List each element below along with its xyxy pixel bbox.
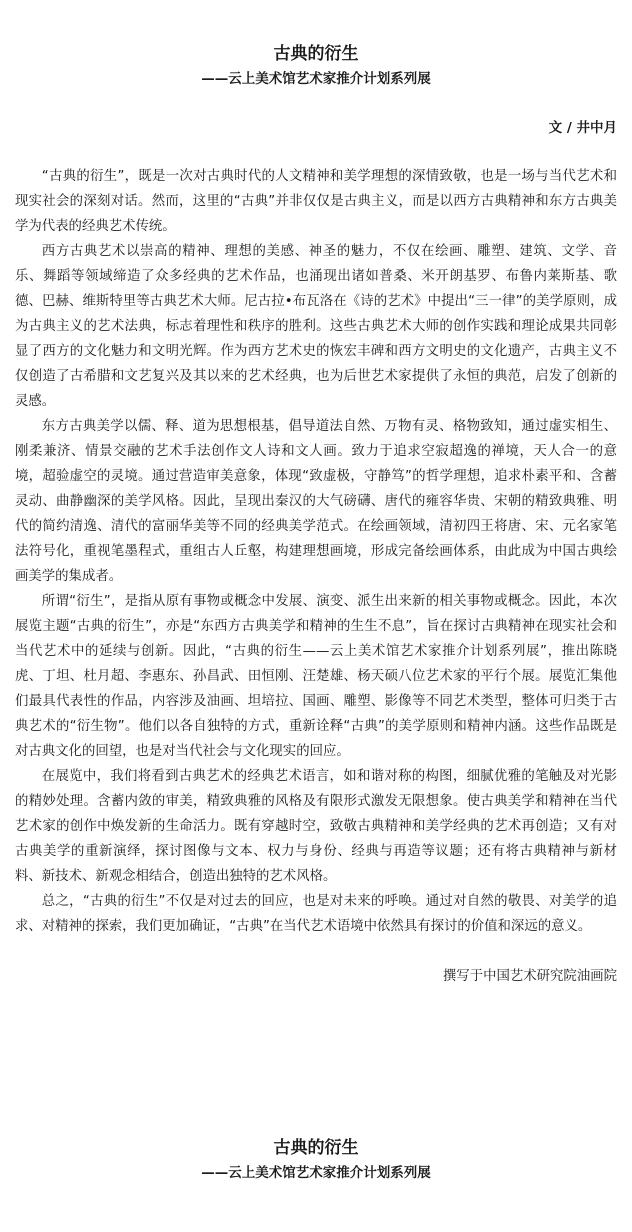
author-line: 文 / 井中月: [548, 120, 617, 136]
next-section-header: [15, 1136, 617, 1183]
next-section-title: 古典的衍生: [273, 1138, 359, 1158]
page-subtitle: ——云上美术馆艺术家推介计划系列展: [201, 71, 431, 87]
paragraph-5: 在展览中，我们将看到古典艺术的经典艺术语言，如和谐对称的构图，细腻优雅的笔触及对光影的精妙处理。含蓄内敛的审美，精致典雅的风格及有限形式激发无限想象。使古典美学和精神在当代艺术家的创作中焕发新的生命活力。既有穿越时空，致敬古典精神和美学经典的艺术再创造；又有对古典美学的重新演绎，探讨图像与文本、权力与身份、经典与再造等议题；还有将古典精神与新材料、新技术、新观念相结合，创造出独特的艺术风格。: [15, 769, 617, 884]
paragraph-3: 东方古典美学以儒、释、道为思想根基，倡导道法自然、万物有灵、格物致知，通过虚实相生、刚柔兼济、情景交融的艺术手法创作文人诗和文人画。致力于追求空寂超逸的禅境，天人合一的意境，超验虚空的灵境。通过营造审美意象，体现“致虚极，守静笃”的哲学理想，追求朴素平和、含蓄灵动、曲静幽深的美学风格。因此，呈现出秦汉的大气磅礴、唐代的雍容华贵、宋朝的精致典雅、明代的简约清逸、清代的富丽华美等不同的经典美学范式。在绘画领域，清初四王将唐、宋、元名家笔法符号化，重视笔墨程式，重组古人丘壑，构建理想画境，形成完备绘画体系，由此成为中国古典绘画美学的集成者。: [15, 419, 617, 584]
next-section-subtitle: ——云上美术馆艺术家推介计划系列展: [201, 1165, 431, 1181]
paragraph-2: 西方古典艺术以崇高的精神、理想的美感、神圣的魅力，不仅在绘画、雕塑、建筑、文学、音乐、舞蹈等领域缔造了众多经典的艺术作品，也涌现出诸如普桑、米开朗基罗、布鲁内莱斯基、歌德、巴赫、维斯特里等古典艺术大师。尼古拉•布瓦洛在《诗的艺术》中提出“三一律”的美学原则，成为古典主义的艺术法典，标志着理性和秩序的胜利。这些古典艺术大师的创作实践和理论成果共同彰显了西方的文化魅力和文明光辉。作为西方艺术史的恢宏丰碑和西方文明史的文化遗产，古典主义不仅创造了古希腊和文艺复兴及其以来的艺术经典，也为后世艺术家提供了永恒的典范，启发了创新的灵感。: [15, 244, 617, 409]
page-title: 古典的衍生: [273, 44, 359, 64]
paragraph-6: 总之，“古典的衍生”不仅是对过去的回应，也是对未来的呼唤。通过对自然的敬畏、对美学的追求、对精神的探索，我们更加确证，“古典”在当代艺术语境中依然具有探讨的价值和深远的意义。: [15, 894, 617, 934]
signature: 撰写于中国艺术研究院油画院: [442, 969, 617, 984]
paragraph-1: “古典的衍生”，既是一次对古典时代的人文精神和美学理想的深情致敬，也是一场与当代艺术和现实社会的深刻对话。然而，这里的“古典”并非仅仅是古典主义，而是以西方古典精神和东方古典美学为代表的经典艺术传统。: [15, 169, 617, 234]
article: [15, 42, 617, 987]
article-body: [15, 164, 617, 939]
paragraph-4: 所谓“衍生”，是指从原有事物或概念中发展、演变、派生出来新的相关事物或概念。因此，本次展览主题“古典的衍生”，亦是“东西方古典美学和精神的生生不息”，旨在探讨古典精神在现实社会和当代艺术中的延续与创新。因此，“古典的衍生——云上美术馆艺术家推介计划系列展”，推出陈晓虎、丁坦、杜月超、李惠东、孙昌武、田恒刚、汪楚雄、杨天硕八位艺术家的平行个展。展览汇集他们最具代表性的作品，内容涉及油画、坦培拉、国画、雕塑、影像等不同艺术类型，整体可归类于古典艺术的“衍生物”。他们以各自独特的方式，重新诠释“古典”的美学原则和精神内涵。这些作品既是对古典文化的回望，也是对当代社会与文化现实的回应。: [15, 594, 617, 759]
